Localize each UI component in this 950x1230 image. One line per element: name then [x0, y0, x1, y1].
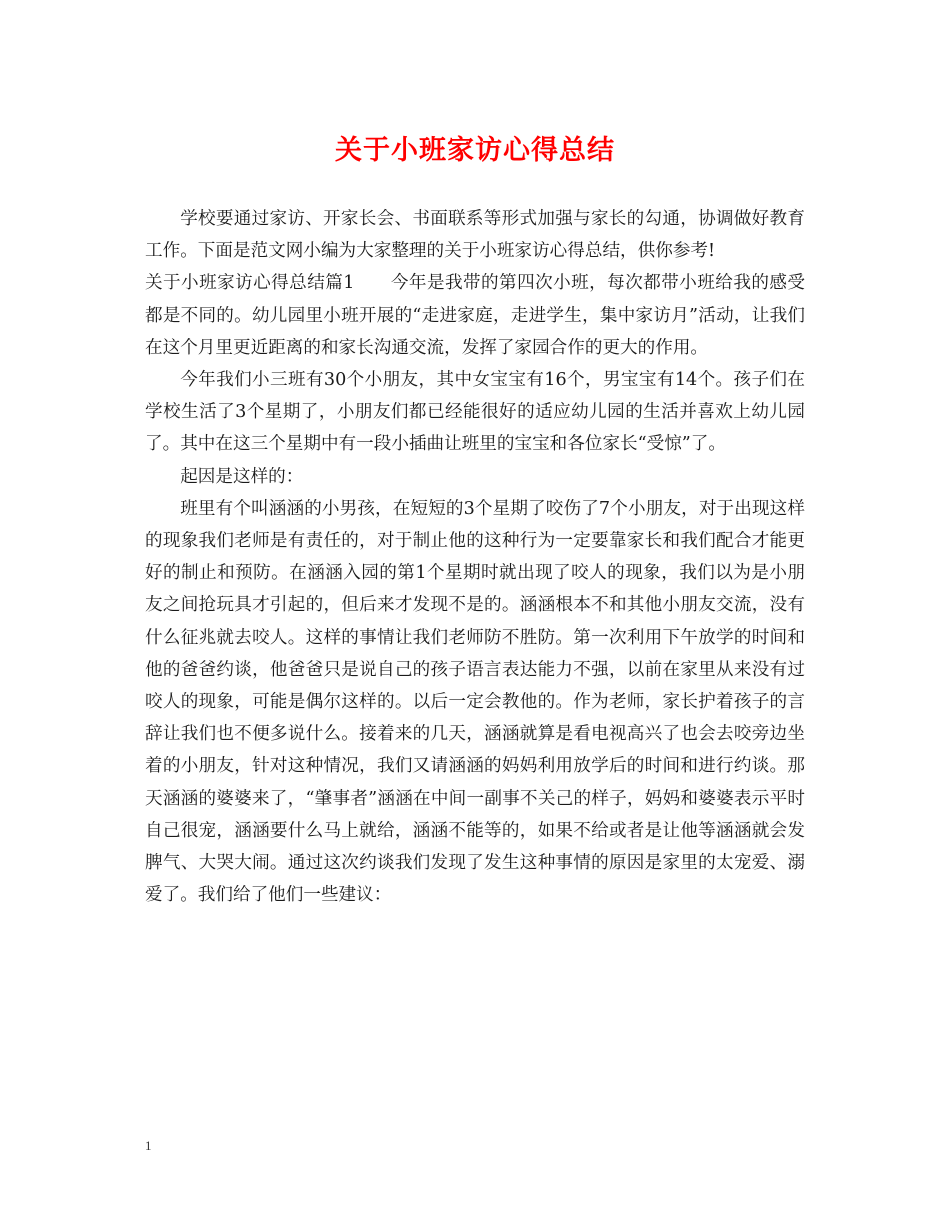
paragraph-class-info: 今年我们小三班有30个小朋友，其中女宝宝有16个，男宝宝有14个。孩子们在学校生活了3个星期了，小朋友们都已经能很好的适应幼儿园的生活并喜欢上幼儿园了。其中在这三个星期中有一段小插曲让班里的宝宝和各位家长“受惊”了。: [145, 370, 805, 455]
document-title: 关于小班家访心得总结: [335, 135, 615, 166]
paragraph-cause-heading: 起因是这样的：: [180, 466, 304, 487]
paragraph-intro: 学校要通过家访、开家长会、书面联系等形式加强与家长的勾通，协调做好教育工作。下面是范文网小编为大家整理的关于小班家访心得总结，供你参考!: [145, 209, 805, 262]
paragraph-section-1: 关于小班家访心得总结篇1 今年是我带的第四次小班，每次都带小班给我的感受都是不同的。幼儿园里小班开展的“走进家庭，走进学生，集中家访月”活动，让我们在这个月里更近距离的和家长沟通交流，发挥了家园合作的更大的作用。: [145, 273, 805, 358]
document-body: [145, 203, 805, 911]
paragraph-story: 班里有个叫涵涵的小男孩，在短短的3个星期了咬伤了7个小朋友，对于出现这样的现象我们老师是有责任的，对于制止他的这种行为一定要靠家长和我们配合才能更好的制止和预防。在涵涵入园的第1个星期时就出现了咬人的现象，我们以为是小朋友之间抢玩具才引起的，但后来才发现不是的。涵涵根本不和其他小朋友交流，没有什么征兆就去咬人。这样的事情让我们老师防不胜防。第一次利用下午放学的时间和他的爸爸约谈，他爸爸只是说自己的孩子语言表达能力不强，以前在家里从来没有过咬人的现象，可能是偶尔这样的。以后一定会教他的。作为老师，家长护着孩子的言辞让我们也不便多说什么。接着来的几天，涵涵就算是看电视高兴了也会去咬旁边坐着的小朋友，针对这种情况，我们又请涵涵的妈妈利用放学后的时间和进行约谈。那天涵涵的婆婆来了，“肇事者”涵涵在中间一副事不关己的样子，妈妈和婆婆表示平时自己很宠，涵涵要什么马上就给，涵涵不能等的，如果不给或者是让他等涵涵就会发脾气、大哭大闹。通过这次约谈我们发现了发生这种事情的原因是家里的太宠爱、溺爱了。我们给了他们一些建议：: [145, 498, 805, 906]
page-number: 1: [145, 1138, 152, 1153]
